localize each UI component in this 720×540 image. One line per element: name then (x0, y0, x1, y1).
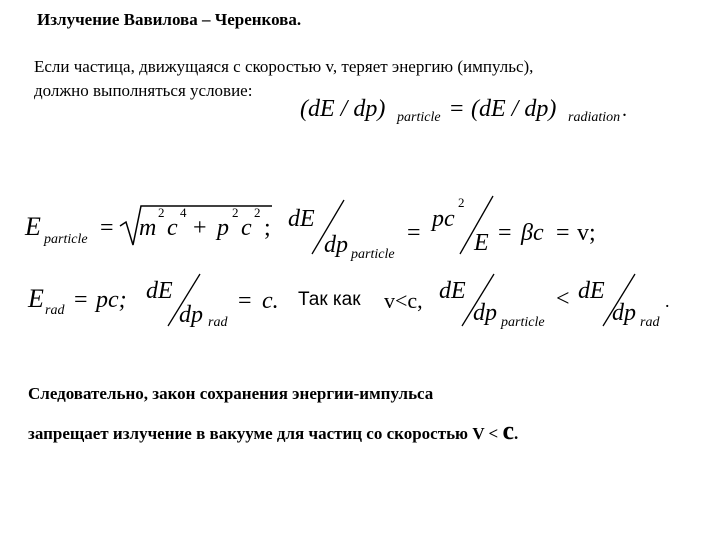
conclusion-line-2 (28, 416, 518, 446)
rad-dp2-sub: particle (501, 315, 545, 330)
energy-dE: dE (288, 206, 315, 232)
energy-eq2: = (407, 220, 421, 246)
conclusion-prefix: запрещает излучение в вакууме для частиц со скоростью (28, 424, 473, 443)
rad-dp3-sub: rad (640, 315, 660, 330)
rad-dp-sub: rad (208, 315, 228, 330)
energy-eq4: = (556, 220, 570, 246)
conclusion-line-1: Следовательно, закон сохранения энергии-импульса (28, 384, 434, 403)
intro-line-2: должно выполняться условие: (34, 81, 253, 100)
energy-E-sub: particle (44, 232, 88, 247)
conclusion-v: V (472, 424, 485, 443)
energy-m-exp: 2 (158, 205, 165, 220)
rad-E-sub: rad (45, 303, 65, 318)
energy-eq: = (100, 215, 114, 241)
rad-eq: = (74, 287, 88, 313)
energy-dp-sub: particle (351, 247, 395, 262)
condition-lhs-sub: particle (397, 110, 441, 125)
energy-p: p (217, 215, 229, 241)
condition-lhs: (dE / dp) (300, 96, 386, 122)
condition-eq: = (450, 96, 464, 122)
rad-c: c. (262, 288, 279, 314)
condition-end: . (622, 99, 627, 121)
energy-p-exp: 2 (232, 205, 239, 220)
rad-dp2: dp (473, 300, 497, 326)
slide-title: Излучение Вавилова – Черенкова. (37, 10, 302, 29)
energy-pc-exp: 2 (458, 195, 465, 210)
energy-plus: + (193, 215, 207, 241)
energy-E: E (25, 212, 41, 241)
energy-c1: c (167, 215, 178, 241)
rad-E: E (28, 284, 44, 313)
energy-E-den: E (474, 230, 489, 256)
energy-dp: dp (324, 232, 348, 258)
energy-semicolon: ; (264, 215, 271, 241)
rad-dE3: dE (578, 278, 605, 304)
rad-pc: pc; (96, 287, 127, 313)
rad-dp3: dp (612, 300, 636, 326)
energy-formula (24, 195, 596, 262)
energy-c2: c (241, 215, 252, 241)
rad-eq2: = (238, 288, 252, 314)
rad-dp: dp (179, 302, 203, 328)
rad-dE2: dE (439, 278, 466, 304)
rad-dE: dE (146, 278, 173, 304)
intro-line-1: Если частица, движущаяся с скоростью v, теряет энергию (импульс), (34, 57, 534, 76)
condition-formula (300, 96, 627, 125)
conclusion-c: c (502, 416, 515, 445)
rad-end: . (665, 291, 670, 311)
energy-c2-exp: 2 (254, 205, 261, 220)
rad-lt: < (556, 286, 570, 312)
rad-v-lt-c: v<c, (384, 288, 423, 313)
energy-m: m (139, 215, 157, 241)
energy-eq3: = (498, 220, 512, 246)
conclusion-end: . (514, 424, 519, 443)
condition-rhs: (dE / dp) (471, 96, 557, 122)
energy-c1-exp: 4 (180, 205, 187, 220)
tak-kak-label: Так как (298, 289, 361, 310)
energy-pc: pc (432, 206, 455, 232)
energy-v: v; (577, 220, 596, 246)
energy-beta-c: βc (521, 220, 544, 246)
conclusion-lt: < (484, 424, 503, 443)
condition-rhs-sub: radiation (568, 110, 621, 125)
